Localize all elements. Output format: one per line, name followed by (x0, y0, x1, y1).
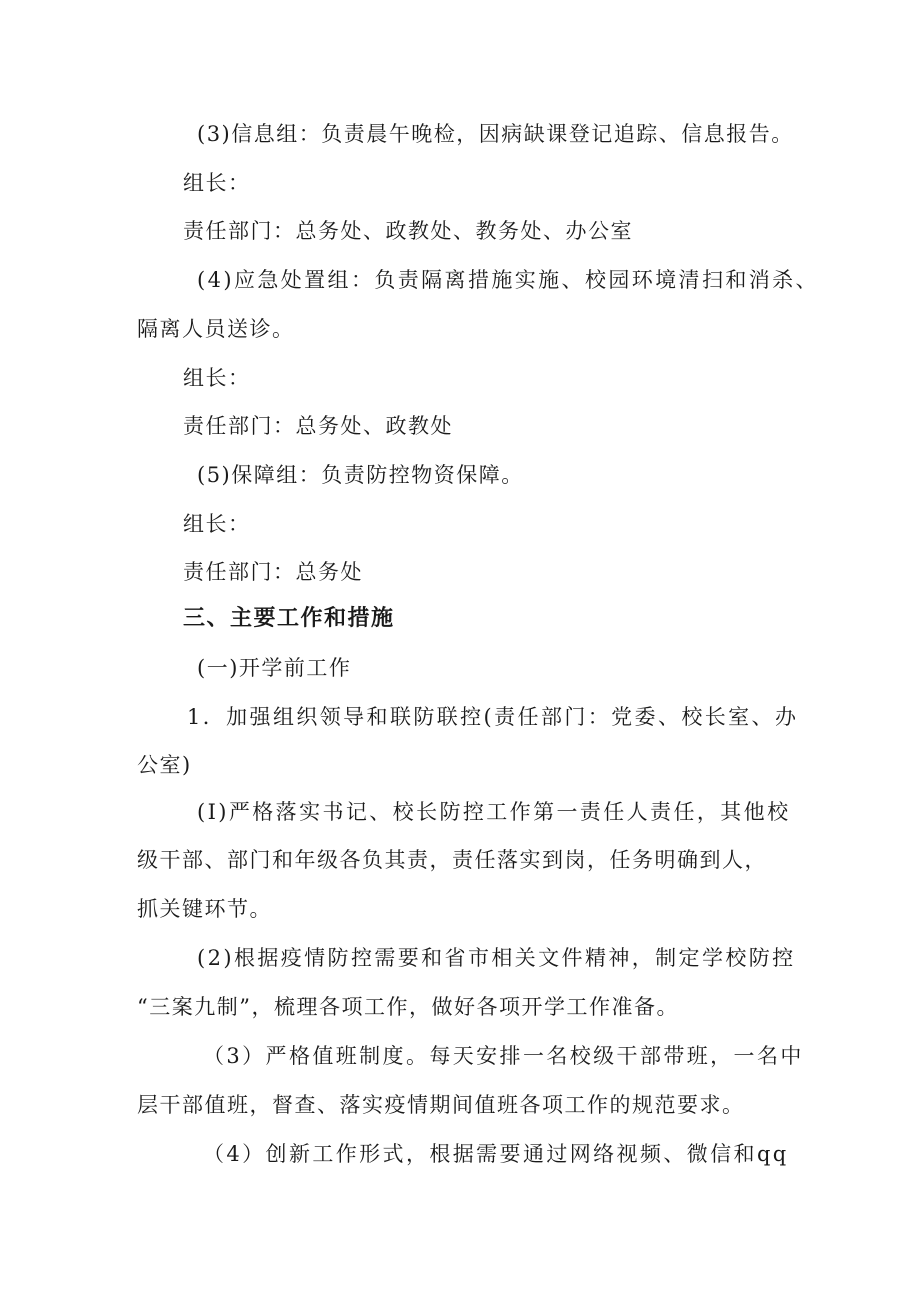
paragraph-item-1-cont: 级干部、部门和年级各负其责，责任落实到岗，任务明确到人， (137, 848, 767, 872)
item-heading-cont: 公室) (137, 753, 192, 777)
subsection-heading: (一)开学前工作 (197, 656, 352, 680)
paragraph-item-2: (2)根据疫情防控需要和省市相关文件精神，制定学校防控 (197, 946, 796, 970)
paragraph-item-3-cont: 层干部值班，督查、落实疫情期间值班各项工作的规范要求。 (137, 1093, 745, 1117)
paragraph-emergency-group-cont: 隔离人员送诊。 (137, 317, 295, 341)
responsible-departments: 责任部门：总务处、政教处、教务处、办公室 (183, 219, 633, 243)
item-heading: 1．加强组织领导和联防联控(责任部门：党委、校长室、办 (187, 705, 799, 729)
paragraph-item-1-cont: 抓关键环节。 (137, 897, 272, 921)
paragraph-emergency-group: (4)应急处置组：负责隔离措施实施、校园环境清扫和消杀、 (197, 268, 819, 292)
paragraph-item-3: （3）严格值班制度。每天安排一名校级干部带班，一名中 (203, 1044, 804, 1068)
paragraph-info-group: (3)信息组：负责晨午晚检，因病缺课登记追踪、信息报告。 (197, 122, 794, 146)
group-leader-label: 组长： (183, 171, 251, 195)
responsible-departments: 责任部门：总务处、政教处 (183, 414, 453, 438)
responsible-departments: 责任部门：总务处 (183, 560, 363, 584)
paragraph-support-group: (5)保障组：负责防控物资保障。 (197, 463, 524, 487)
group-leader-label: 组长： (183, 512, 251, 536)
group-leader-label: 组长： (183, 366, 251, 390)
paragraph-item-4: （4）创新工作形式，根据需要通过网络视频、微信和qq (203, 1142, 789, 1166)
paragraph-item-1: (I)严格落实书记、校长防控工作第一责任人责任，其他校 (197, 800, 791, 824)
paragraph-item-2-cont: “三案九制”，梳理各项工作，做好各项开学工作准备。 (137, 995, 679, 1019)
section-heading: 三、主要工作和措施 (183, 606, 395, 631)
